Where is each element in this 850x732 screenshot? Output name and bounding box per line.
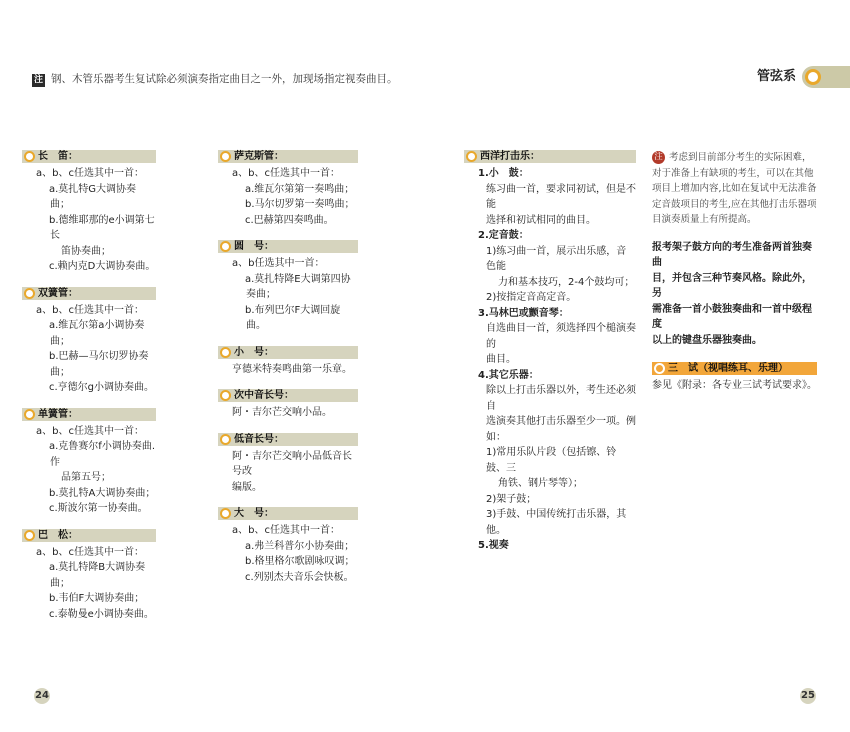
- department-tab: [757, 66, 850, 88]
- section-text-cont: 编版。: [232, 481, 262, 493]
- list-item: c.斯波尔第一协奏曲。: [49, 503, 148, 514]
- column-2: [218, 150, 358, 597]
- paragraph-line: 除以上打击乐器以外，考生还必须自: [486, 385, 636, 412]
- drum-set-paragraph: [652, 240, 817, 349]
- section-flute: [22, 150, 156, 275]
- note-paragraph: [652, 150, 817, 228]
- list-item: c.泰勒曼e小调协奏曲。: [49, 608, 154, 620]
- section-clarinet: [22, 408, 156, 517]
- paragraph-line: 1)常用乐队片段（包括镲、铃鼓、三: [486, 447, 617, 474]
- paragraph-line: 以上的键盘乐器独奏曲。: [652, 334, 762, 346]
- page-number-left: 24: [34, 688, 50, 704]
- section-trumpet: [218, 346, 358, 378]
- subsection-heading: 5.视奏: [478, 540, 509, 551]
- list-item: b.马尔切罗第一奏鸣曲；: [245, 199, 355, 210]
- section-header: 长 笛：: [22, 150, 156, 163]
- list-item: a.维瓦尔第第一奏鸣曲；: [245, 183, 355, 195]
- list-item: a.克鲁赛尔f小调协奏曲.作 品第五号；: [49, 441, 156, 483]
- paragraph-line: 需准备一首小鼓独奏曲和一首中级程度: [652, 303, 812, 330]
- list-item: b.莫扎特A大调协奏曲；: [49, 487, 156, 499]
- section-text: 阿・吉尔芒交响小品。: [232, 407, 332, 418]
- section-intro: a、b、c任选其中一首：: [36, 168, 144, 179]
- list-item: b.格里格尔歌剧咏叹调；: [245, 556, 355, 567]
- paragraph-line: 报考架子鼓方向的考生准备两首独奏曲: [652, 241, 812, 268]
- column-1: [22, 150, 156, 634]
- list-item: a.莫扎特降E大调第四协奏曲；: [245, 273, 351, 300]
- list-item: b.巴赫—马尔切罗协奏曲；: [49, 351, 149, 378]
- section-intro: a、b任选其中一首：: [232, 258, 325, 269]
- paragraph-line: 2)按指定音高定音。: [486, 292, 577, 303]
- section-text: 亨德米特奏鸣曲第一乐章。: [232, 363, 352, 375]
- list-item: a.莫扎特降B大调协奏曲；: [49, 562, 146, 589]
- page-number-right: 25: [800, 688, 816, 704]
- third-exam-header: 三 试（视唱练耳、乐理）: [652, 362, 817, 375]
- section-intro: a、b、c任选其中一首：: [36, 546, 144, 558]
- list-item: a.弗兰科普尔小协奏曲；: [245, 540, 355, 552]
- column-3: [464, 150, 636, 554]
- section-tuba: [218, 507, 358, 585]
- section-bass-trombone: [218, 433, 358, 496]
- section-header: 巴 松：: [22, 529, 156, 542]
- list-item: c.列别杰夫音乐会快板。: [245, 571, 354, 583]
- paragraph-line: 2)架子鼓；: [486, 493, 537, 505]
- section-horn: [218, 240, 358, 334]
- section-header: 萨克斯管：: [218, 150, 358, 163]
- paragraph-line: 目，并包含三种节奏风格。除此外，另: [652, 272, 812, 299]
- list-item: b.德维耶那的e小调第七长 笛协奏曲；: [49, 214, 155, 257]
- ring-icon: [805, 69, 821, 85]
- section-header: 大 号：: [218, 507, 358, 520]
- note-first-line: 注 考虑到目前部分考生的实际困难，: [652, 150, 817, 166]
- subsection-heading: 3.马林巴或颤音琴：: [478, 307, 569, 319]
- paragraph-line: 目演奏质量上有所提高。: [652, 214, 757, 225]
- section-intro: a、b、c任选其中一首：: [36, 304, 144, 316]
- section-header: 西洋打击乐：: [464, 150, 636, 163]
- paragraph-line: 选择和初试相同的曲目。: [486, 214, 596, 226]
- list-item: a.莫扎特G大调协奏曲；: [49, 183, 137, 210]
- third-exam-text: 参见《附录：各专业三试考试要求》。: [652, 380, 817, 391]
- section-text: 阿・吉尔芒交响小品低音长号改: [232, 450, 352, 477]
- section-saxophone: [218, 150, 358, 228]
- section-header: 低音长号：: [218, 433, 358, 446]
- section-bassoon: [22, 529, 156, 623]
- paragraph-line: 3)手鼓、中国传统打击乐器，其他。: [486, 509, 627, 536]
- paragraph-line: 自选曲目一首，须选择四个槌演奏的: [486, 323, 636, 350]
- section-oboe: [22, 287, 156, 396]
- paragraph-line: 选演奏其他打击乐器至少一项。例如：: [486, 416, 636, 443]
- top-note-text: 钢、木管乐器考生复试除必须演奏指定曲目之一外，加现场指定视奏曲目。: [51, 73, 398, 85]
- list-item: b.韦伯F大调协奏曲；: [49, 593, 145, 604]
- paragraph-line: 练习曲一首，要求同初试，但是不能: [486, 183, 636, 210]
- department-label: 管弦系: [756, 69, 796, 85]
- subsection-heading: 1.小 鼓：: [478, 168, 529, 179]
- top-note: [32, 72, 398, 88]
- section-header: 小 号：: [218, 346, 358, 359]
- list-item: c.赖内克D大调协奏曲。: [49, 261, 156, 272]
- section-intro: a、b、c任选其中一首：: [232, 525, 340, 536]
- note-mark: 注: [33, 75, 43, 85]
- list-item: c.亨德尔g小调协奏曲。: [49, 382, 155, 393]
- column-4: [652, 150, 817, 394]
- paragraph-line: 定音鼓项目的考生,应在其他打击乐器项: [652, 198, 817, 210]
- subsection-heading: 4.其它乐器：: [478, 369, 539, 381]
- paragraph-line: 曲目。: [486, 354, 516, 365]
- section-header: 双簧管：: [22, 287, 156, 300]
- paragraph-line: 力和基本技巧，2-4个鼓均可；: [498, 276, 635, 288]
- subsection-heading: 2.定音鼓：: [478, 230, 529, 241]
- section-header: 圆 号：: [218, 240, 358, 253]
- paragraph-line: 项目上增加内容,比如在复试中无法准备: [652, 183, 817, 194]
- note-badge-icon: 注: [652, 151, 665, 164]
- section-header: 单簧管：: [22, 408, 156, 421]
- department-tab-shape: [802, 66, 850, 88]
- section-intro: a、b、c任选其中一首：: [36, 425, 144, 437]
- paragraph-line: 1)练习曲一首，展示出乐感，音色能: [486, 245, 627, 272]
- paragraph-line: 对于准备上有缺项的考生，可以在其他: [652, 167, 814, 179]
- list-item: a.维瓦尔第a小调协奏曲；: [49, 320, 145, 347]
- paragraph-line: 角铁、钢片琴等）；: [498, 478, 583, 489]
- list-item: c.巴赫第四奏鸣曲。: [245, 214, 334, 226]
- list-item: b.布列巴尔F大调回旋曲。: [245, 304, 341, 331]
- section-intro: a、b、c任选其中一首：: [232, 168, 340, 179]
- section-tenor-trombone: [218, 389, 358, 421]
- section-header: 次中音长号：: [218, 389, 358, 402]
